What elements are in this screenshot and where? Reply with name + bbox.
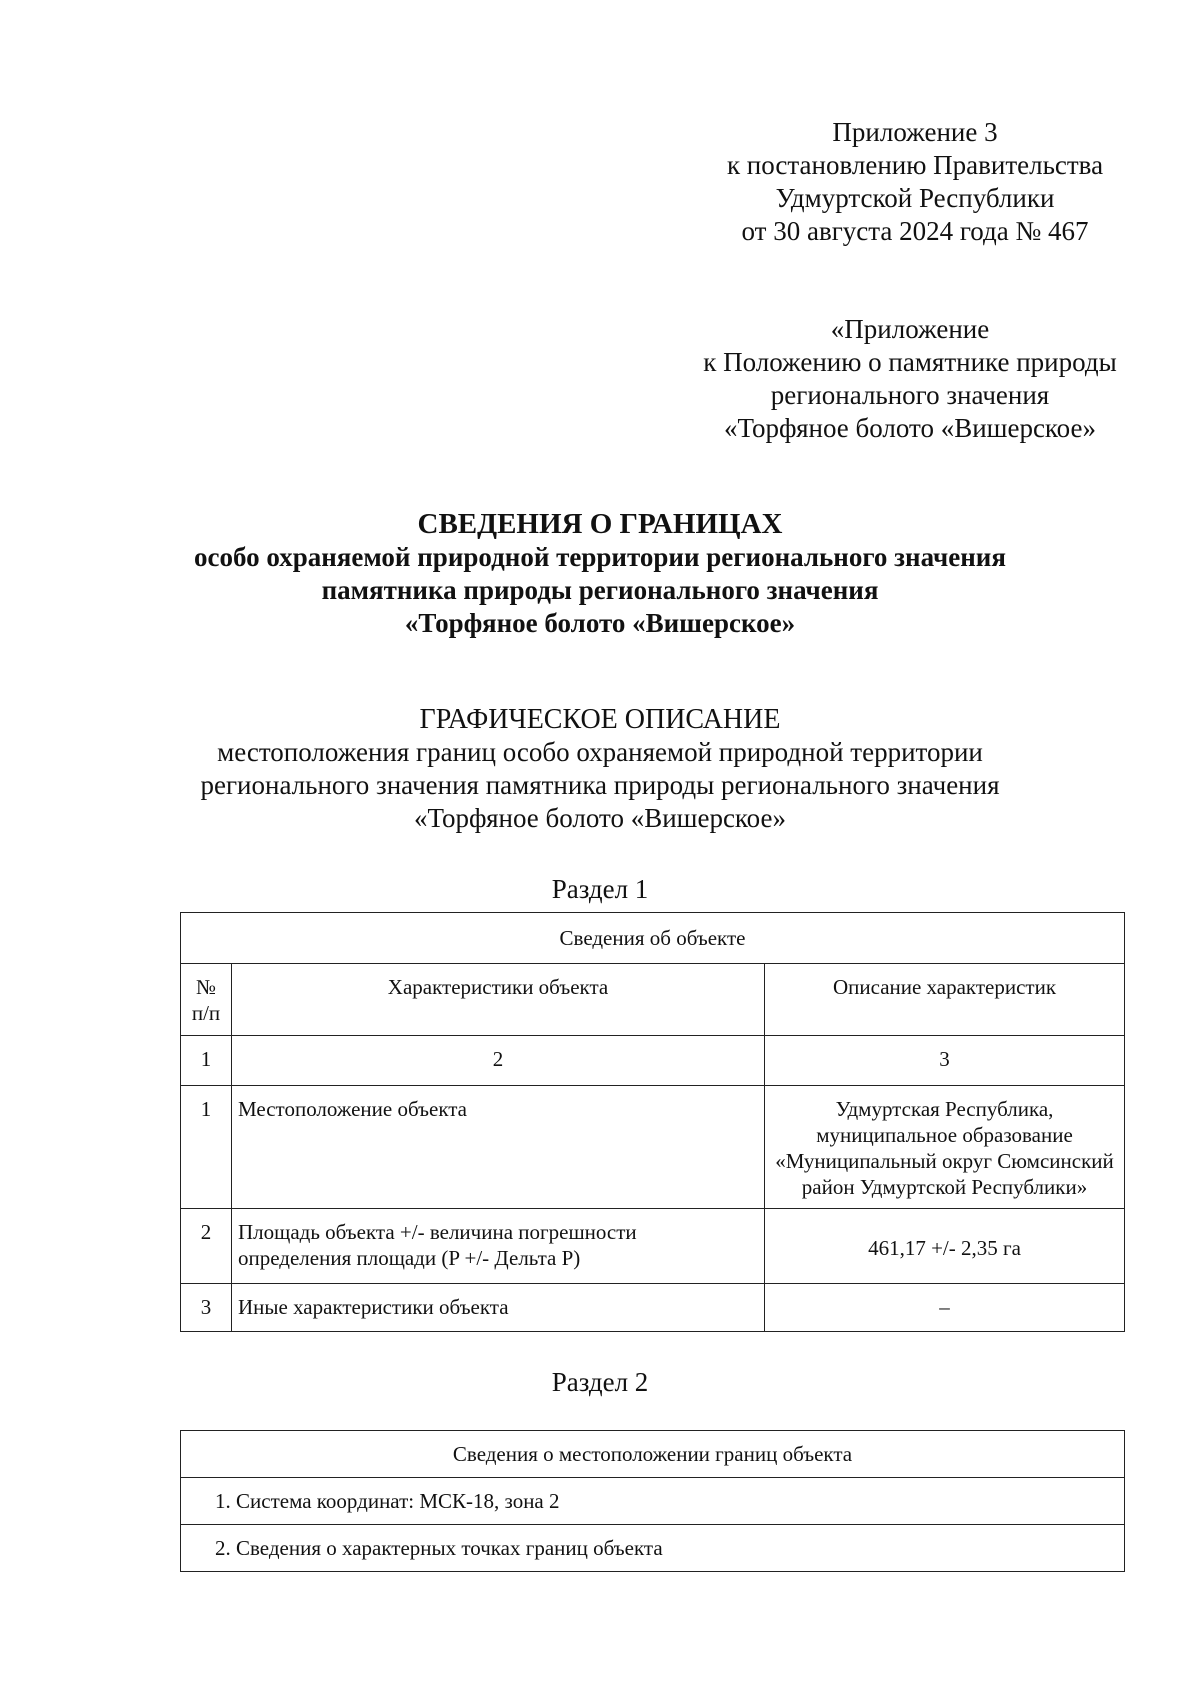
coordinate-system-item: 1. Система координат: МСК-18, зона 2 <box>181 1478 1125 1525</box>
heading-line: «Торфяное болото «Вишерское» <box>404 608 796 638</box>
boundaries-info-heading <box>0 508 1200 640</box>
row-number: 3 <box>181 1284 232 1332</box>
graphic-description-heading <box>0 703 1200 835</box>
table-index-row <box>181 1036 1125 1086</box>
column-header-characteristics: Характеристики объекта <box>232 964 765 1036</box>
column-header-description: Описание характеристик <box>765 964 1125 1036</box>
table-cell: 3 <box>765 1036 1125 1086</box>
regulation-reference <box>680 313 1140 445</box>
table-cell: 1 <box>181 1036 232 1086</box>
table-row <box>181 1284 1125 1332</box>
table-row <box>181 1478 1125 1525</box>
heading-line: особо охраняемой природной территории регионального значения <box>194 542 1006 572</box>
section-2-title: Раздел 2 <box>551 1367 649 1397</box>
boundaries-location-table <box>180 1430 1125 1572</box>
appendix-line: Удмуртской Республики <box>775 183 1055 213</box>
table-caption: Сведения о местоположении границ объекта <box>181 1431 1125 1478</box>
regulation-line: регионального значения <box>770 380 1050 410</box>
row-characteristic: Иные характеристики объекта <box>232 1284 765 1332</box>
table-caption: Сведения об объекте <box>181 913 1125 964</box>
boundary-points-item: 2. Сведения о характерных точках границ объекта <box>181 1525 1125 1572</box>
table-row <box>181 1209 1125 1284</box>
row-description: – <box>765 1284 1125 1332</box>
regulation-line: к Положению о памятнике природы <box>703 347 1117 377</box>
row-number: 2 <box>181 1209 232 1284</box>
row-number: 1 <box>181 1086 232 1209</box>
heading-title: СВЕДЕНИЯ О ГРАНИЦАХ <box>417 508 783 540</box>
appendix-reference <box>690 116 1140 248</box>
appendix-line: Приложение 3 <box>832 117 998 147</box>
heading-line: «Торфяное болото «Вишерское» <box>413 803 786 833</box>
table-header-row <box>181 964 1125 1036</box>
table-row <box>181 1525 1125 1572</box>
row-characteristic: Площадь объекта +/- величина погрешности определения площади (P +/- Дельта P) <box>232 1209 765 1284</box>
row-description: Удмуртская Республика, муниципальное образование «Муниципальный округ Сюмсинский район Удмуртской Республики» <box>765 1086 1125 1209</box>
row-characteristic: Местоположение объекта <box>232 1086 765 1209</box>
heading-line: регионального значения памятника природы регионального значения <box>200 770 1000 800</box>
table-row <box>181 1086 1125 1209</box>
table-caption-row <box>181 1431 1125 1478</box>
appendix-line: к постановлению Правительства <box>726 150 1104 180</box>
section-1-title: Раздел 1 <box>551 874 649 904</box>
regulation-line: «Приложение <box>830 314 990 344</box>
heading-line: памятника природы регионального значения <box>321 575 879 605</box>
column-header-number: № п/п <box>181 964 232 1036</box>
object-info-table <box>180 912 1125 1332</box>
row-description: 461,17 +/- 2,35 га <box>765 1209 1125 1284</box>
table-cell: 2 <box>232 1036 765 1086</box>
heading-line: местоположения границ особо охраняемой природной территории <box>217 737 983 767</box>
heading-title: ГРАФИЧЕСКОЕ ОПИСАНИЕ <box>419 704 781 735</box>
table-caption-row <box>181 913 1125 964</box>
appendix-line: от 30 августа 2024 года № 467 <box>741 216 1089 246</box>
regulation-line: «Торфяное болото «Вишерское» <box>723 413 1096 443</box>
